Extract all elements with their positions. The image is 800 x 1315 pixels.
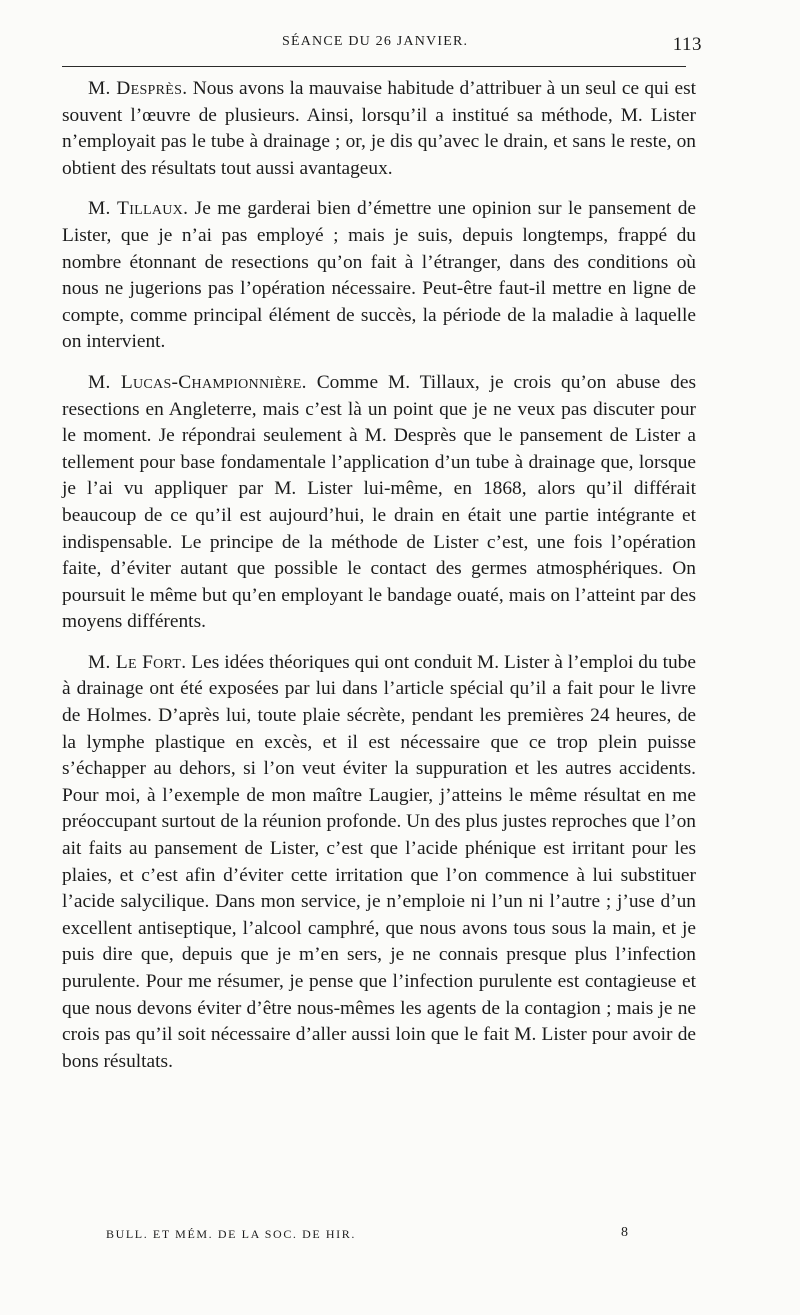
running-title: SÉANCE DU 26 JANVIER. (282, 34, 469, 49)
header-rule (62, 66, 686, 67)
signature-mark: 8 (621, 1225, 628, 1240)
paragraph-tillaux (62, 196, 696, 356)
speaker-name: M. Lucas-Championnière. (88, 371, 307, 393)
speech-text: Comme M. Tillaux, je crois qu’on abuse des resections en Angleterre, mais c’est là un point que je ne veux pas discuter pour le moment. Je répondrai seulement à M. Desprès que le pansement de Lister a tellement pour base fondamentale l’application d’un tube à drainage que, lorsque je l’ai vu appliquer par M. Lister lui-même, en 1868, alors qu’il différait beaucoup de ce qu’il est aujourd’hui, le drain en était une partie intégrante et indispensable. Le principe de la méthode de Lister c’est, une fois l’opération faite, d’éviter autant que possible le contact des germes atmosphériques. On poursuit le même but qu’en employant le bandage ouaté, mais on l’atteint par des moyens différents. (62, 371, 696, 633)
paragraph-despres (62, 76, 696, 182)
body-text (62, 76, 696, 1089)
running-header (62, 34, 702, 58)
page-footer (106, 1227, 628, 1242)
paragraph-lucas-championniere (62, 370, 696, 636)
page-number: 113 (672, 34, 702, 55)
speaker-name: M. Desprès. (88, 78, 188, 99)
speech-text: Les idées théoriques qui ont conduit M. Lister à l’emploi du tube à drainage ont été exposées par lui dans l’article spécial qu’il a fait pour le livre de Holmes. D’après lui, toute plaie sécrète, pendant les premières 24 heures, de la lymphe plastique en excès, et il est nécessaire que ce trop plein puisse s’échapper au dehors, si l’on veut éviter la suppuration et les autres accidents. Pour moi, à l’exemple de mon maître Laugier, j’atteins le même résultat en me préoccupant surtout de la réunion profonde. Un des plus justes reproches que l’on ait faits au pansement de Lister, c’est que l’acide phénique est irritant pour les plaies, et c’est afin d’éviter cette irritation que l’on commence à lui substituer l’acide salycilique. Dans mon service, je n’emploie ni l’un ni l’autre ; j’use d’un excellent antiseptique, l’alcool camphré, que nous avons tous sous la main, et je puis dire que, depuis que je m’en sers, je ne connais presque plus l’infection purulente. Pour me résumer, je pense que l’infection purulente est contagieuse et que nous devons éviter d’être nous-mêmes les agents de la contagion ; mais je ne crois pas qu’il soit nécessaire d’aller aussi loin que le fait M. Lister pour avoir de bons résultats. (62, 651, 696, 1072)
journal-footer: BULL. ET MÉM. DE LA SOC. DE HIR. (106, 1227, 356, 1241)
speech-text: Nous avons la mauvaise habitude d’attribuer à un seul ce qui est souvent l’œuvre de plusieurs. Ainsi, lorsqu’il a institué sa méthode, M. Lister n’employait pas le tube à drainage ; or, je dis qu’avec le drain, et sans le reste, on obtient des résultats tout aussi avantageux. (62, 78, 697, 179)
speaker-name: M. Tillaux. (88, 198, 189, 220)
speech-text: Je me garderai bien d’émettre une opinion sur le pansement de Lister, que je n’ai pas employé ; mais je suis, depuis longtemps, frappé du nombre étonnant de resections qu’on fait à l’étranger, dans des conditions où nous ne jugerions pas l’opération nécessaire. Peut-être faut-il mettre en ligne de compte, comme principal élément de succès, la période de la maladie à laquelle on intervient. (62, 198, 696, 353)
speaker-name: M. Le Fort. (88, 651, 187, 673)
paragraph-le-fort (62, 650, 696, 1076)
